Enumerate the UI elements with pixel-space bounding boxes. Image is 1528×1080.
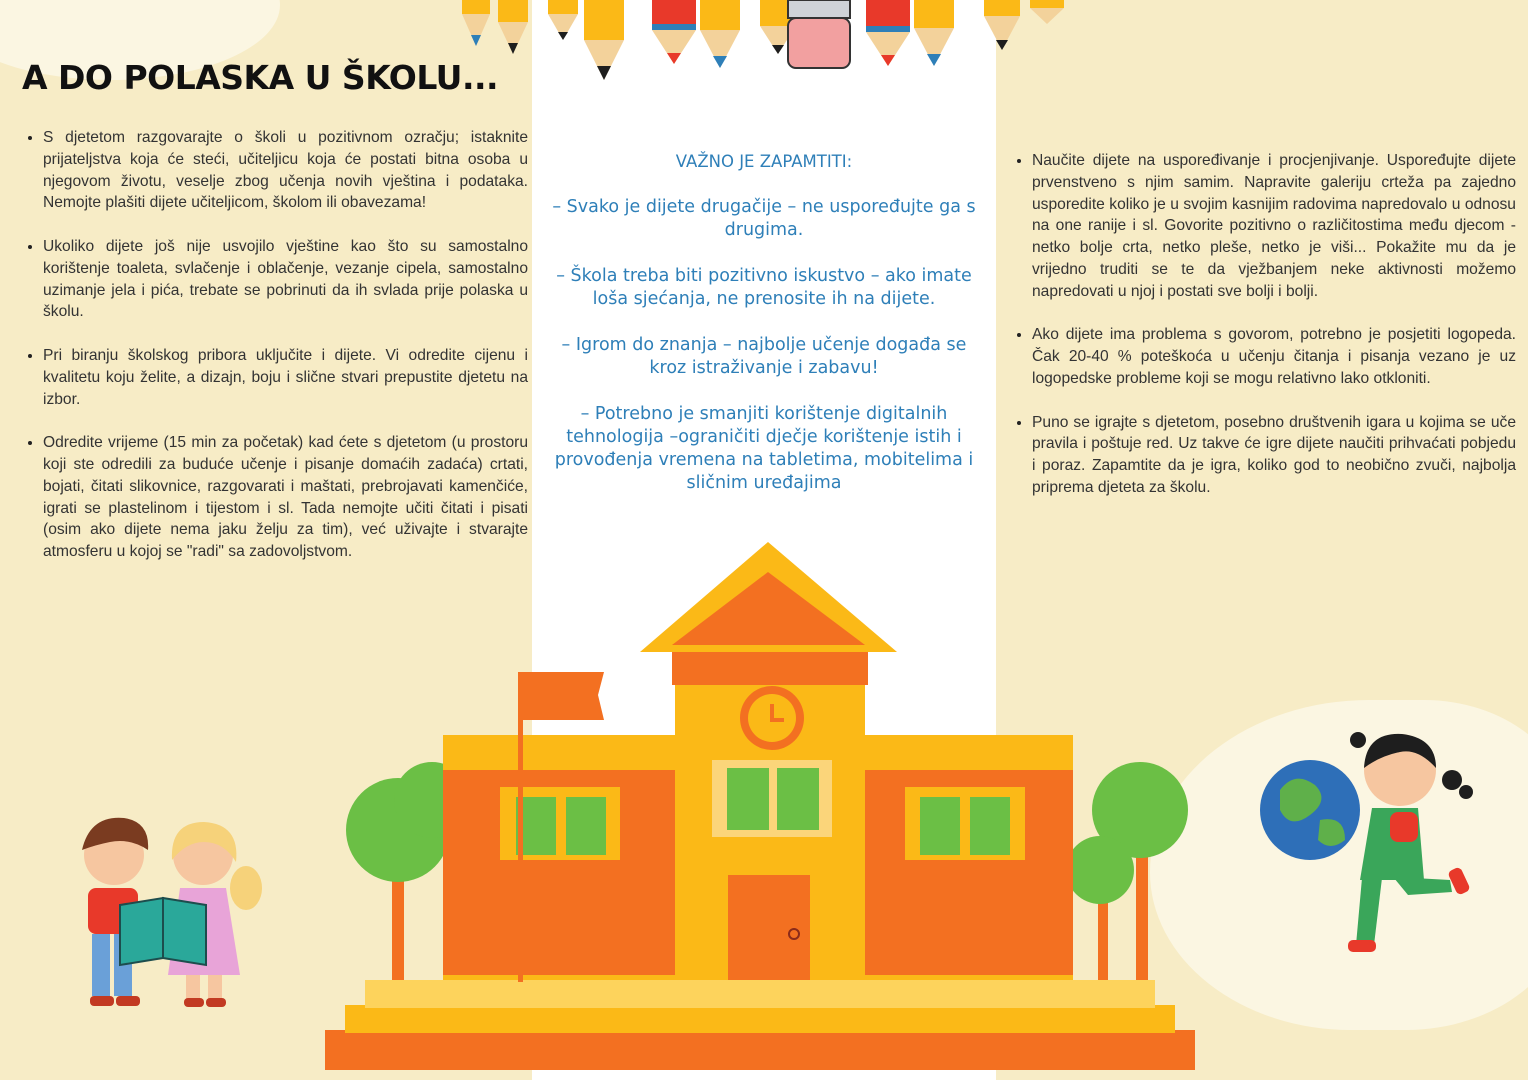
children-reading-illustration bbox=[82, 818, 262, 1007]
list-item: • Odredite vrijeme (15 min za početak) kad ćete s djetetom (u prostoru koji ste odredili za buduće učenje i pisanje domaćih zadaća) crtati, bojati, čitati slikovnice, razgovarati i maštati, prebrojavati kamenčiće, igrati se plastelinom i tijestom i sl. Tada nemojte učiti čitati i pisati (osim ako dijete nema jaku želju za tim), već uživajte i stvarajte atmosferu u kojoj se "radi" sa zadovoljstvom. bbox=[43, 432, 528, 563]
remember-point: – Škola treba biti pozitivno iskustvo – ako imate loša sjećanja, ne prenosite ih na dijete. bbox=[556, 266, 972, 309]
page-title: A DO POLASKA U ŠKOLU... bbox=[22, 58, 499, 97]
remember-point: – Svako je dijete drugačije – ne uspoređujte ga s drugima. bbox=[552, 197, 976, 240]
list-item: • Pri biranju školskog pribora uključite i dijete. Vi odredite cijenu i kvalitetu koju želite, a dizajn, boju i slične stvari prepustite djetetu na izbor. bbox=[43, 345, 528, 410]
list-item: • Naučite dijete na uspoređivanje i procjenjivanje. Uspoređujte dijete prvenstveno s njim samim. Napravite galeriju crteža pa zajedno usporedite koliko je u svojim kasnijim radovima napredovalo u odnosu na one ranije i sl. Govorite pozitivno o različitostima među djecom - netko bolje crta, netko pleše, netko je viši... Pokažite mu da je vrijedno truditi se te da vježbanjem neke aktivnosti možemo napredovati u njoj i postati sve bolji i bolji. bbox=[1032, 150, 1516, 303]
girl-with-globe-illustration bbox=[1260, 732, 1473, 952]
list-item: • Ukoliko dijete još nije usvojilo vještine kao što su samostalno korištenje toaleta, svlačenje i oblačenje, vezanje cipela, samostalno uzimanje jela i pića, trebate se pobrinuti da ih svlada prije polaska u školu. bbox=[43, 236, 528, 323]
list-item: • Ako dijete ima problema s govorom, potrebno je posjetiti logopeda. Čak 20-40 % poteškoća u učenju čitanja i pisanja vezano je uz logopedske probleme koji se mogu relativno lako otkloniti. bbox=[1032, 324, 1516, 389]
remember-point: – Potrebno je smanjiti korištenje digitalnih tehnologija –ograničiti dječje korištenje istih i provođenja vremena na tabletima, mobitelima i sličnim uređajima bbox=[554, 404, 974, 493]
list-item: • Puno se igrajte s djetetom, posebno društvenih igara u kojima se uče pravila i poštuje red. Uz takve će igre dijete naučiti prihvaćati pobjedu i poraz. Zapamtite da je igra, koliko god to neobično zvuči, najbolja priprema djeteta za školu. bbox=[1032, 412, 1516, 499]
remember-heading: VAŽNO JE ZAPAMTITI: bbox=[675, 152, 853, 171]
remember-point: – Igrom do znanja – najbolje učenje događa se kroz istraživanje i zabavu! bbox=[561, 335, 967, 378]
list-item: • S djetetom razgovarajte o školi u pozitivnom ozračju; istaknite prijateljstva koja će steći, učiteljicu koja će postati bitna osoba u njegovom životu, veselje zbog učenja novih vještina i podataka. Nemojte plašiti dijete učiteljicom, školom ili obavezama! bbox=[43, 127, 528, 214]
school-building-illustration bbox=[325, 542, 1195, 1070]
tree-illustration bbox=[1066, 762, 1188, 980]
pencils-banner-illustration bbox=[462, 0, 1064, 80]
